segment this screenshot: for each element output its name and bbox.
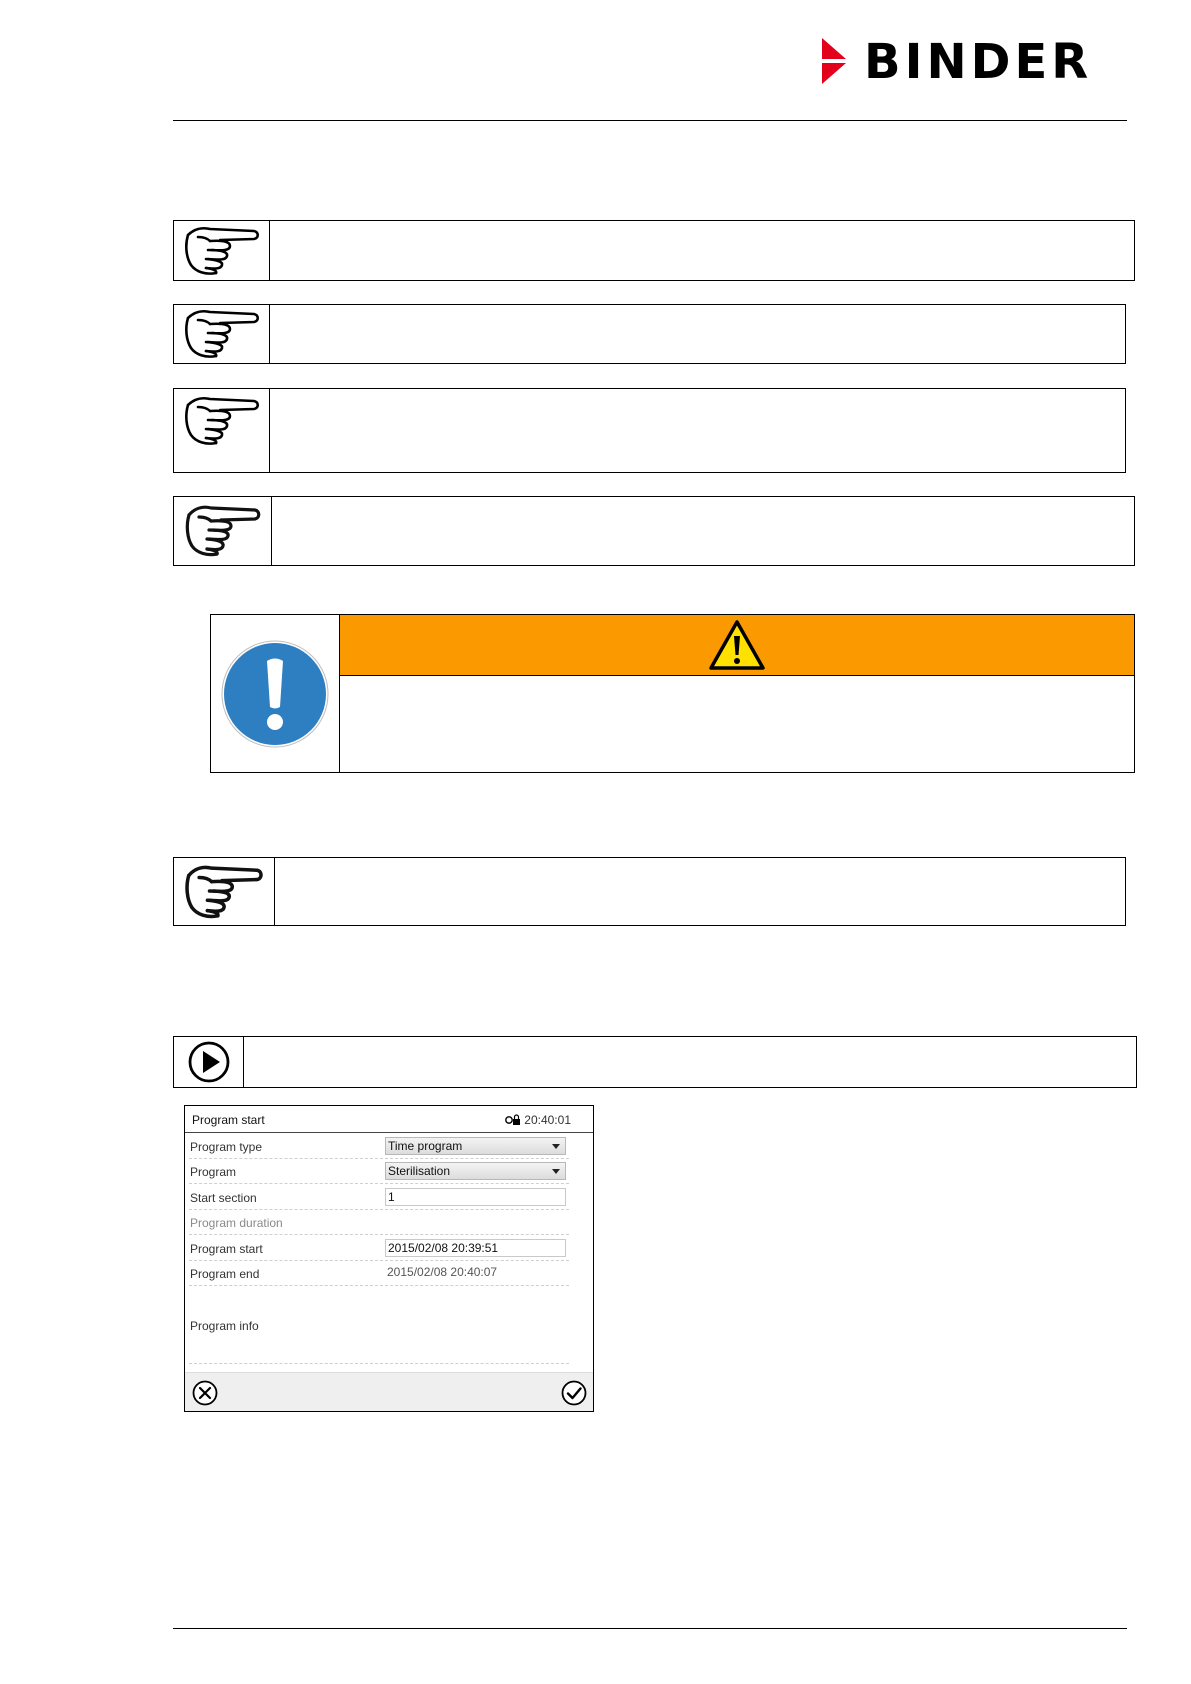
program-start-screen	[184, 1105, 594, 1412]
screen-divider	[185, 1132, 593, 1133]
caution-banner	[340, 615, 1134, 676]
row-program-end	[189, 1261, 569, 1286]
action-icon-cell	[174, 1037, 244, 1087]
confirm-button[interactable]	[561, 1380, 587, 1406]
row-label: Program start	[190, 1242, 263, 1256]
dropdown-caret-icon	[552, 1169, 560, 1174]
brand-name: BINDER	[864, 34, 1093, 90]
row-program-duration	[189, 1210, 569, 1235]
warning-triangle-icon	[708, 619, 766, 671]
screen-footer	[185, 1372, 593, 1411]
program-select[interactable]	[385, 1162, 566, 1180]
binder-logo	[820, 34, 1120, 90]
note-box-5	[173, 857, 1126, 926]
footer-rule	[173, 1628, 1127, 1629]
row-label: Program end	[190, 1267, 260, 1281]
note-box-1	[173, 220, 1135, 281]
screen-clock	[505, 1113, 571, 1127]
program-end-value: 2015/02/08 20:40:07	[387, 1265, 498, 1279]
action-box	[173, 1036, 1137, 1088]
pointing-hand-icon	[184, 308, 260, 360]
note-icon-cell	[174, 221, 270, 280]
row-program-info	[189, 1287, 569, 1364]
close-icon	[192, 1380, 218, 1406]
note-icon-cell	[174, 858, 275, 925]
row-label: Program	[190, 1165, 237, 1179]
pointing-hand-icon	[184, 225, 260, 277]
pointing-hand-icon	[184, 395, 260, 447]
pointing-hand-icon	[183, 863, 265, 921]
dropdown-caret-icon	[552, 1144, 560, 1149]
row-start-section[interactable]	[189, 1185, 569, 1210]
play-circle-icon	[187, 1040, 231, 1084]
row-program[interactable]	[189, 1159, 569, 1184]
pointing-hand-icon	[185, 503, 261, 559]
note-box-2	[173, 304, 1126, 364]
select-value: Time program	[388, 1139, 463, 1153]
binder-logo-mark	[820, 38, 860, 88]
note-icon-cell	[174, 497, 272, 565]
row-program-start[interactable]	[189, 1236, 569, 1261]
checkmark-icon	[561, 1380, 587, 1406]
select-value: Sterilisation	[388, 1164, 451, 1178]
header-rule	[173, 120, 1127, 121]
note-icon-cell	[174, 305, 270, 363]
mandatory-icon-cell	[211, 615, 340, 772]
row-label: Program info	[190, 1319, 259, 1333]
note-box-3	[173, 388, 1126, 473]
program-type-select[interactable]	[385, 1137, 566, 1155]
screen-time: 20:40:01	[524, 1113, 571, 1127]
screen-title: Program start	[192, 1113, 265, 1127]
row-label: Start section	[190, 1191, 257, 1205]
row-program-type[interactable]	[189, 1134, 569, 1159]
program-start-input[interactable]: 2015/02/08 20:39:51	[385, 1239, 566, 1257]
cancel-button[interactable]	[192, 1380, 218, 1406]
start-section-input[interactable]: 1	[385, 1188, 566, 1206]
caution-box	[210, 614, 1135, 773]
row-label: Program type	[190, 1140, 263, 1154]
note-icon-cell	[174, 389, 270, 472]
note-box-4	[173, 496, 1135, 566]
row-label: Program duration	[190, 1216, 283, 1230]
user-lock-icon	[505, 1114, 521, 1126]
exclamation-circle-icon	[220, 639, 330, 749]
